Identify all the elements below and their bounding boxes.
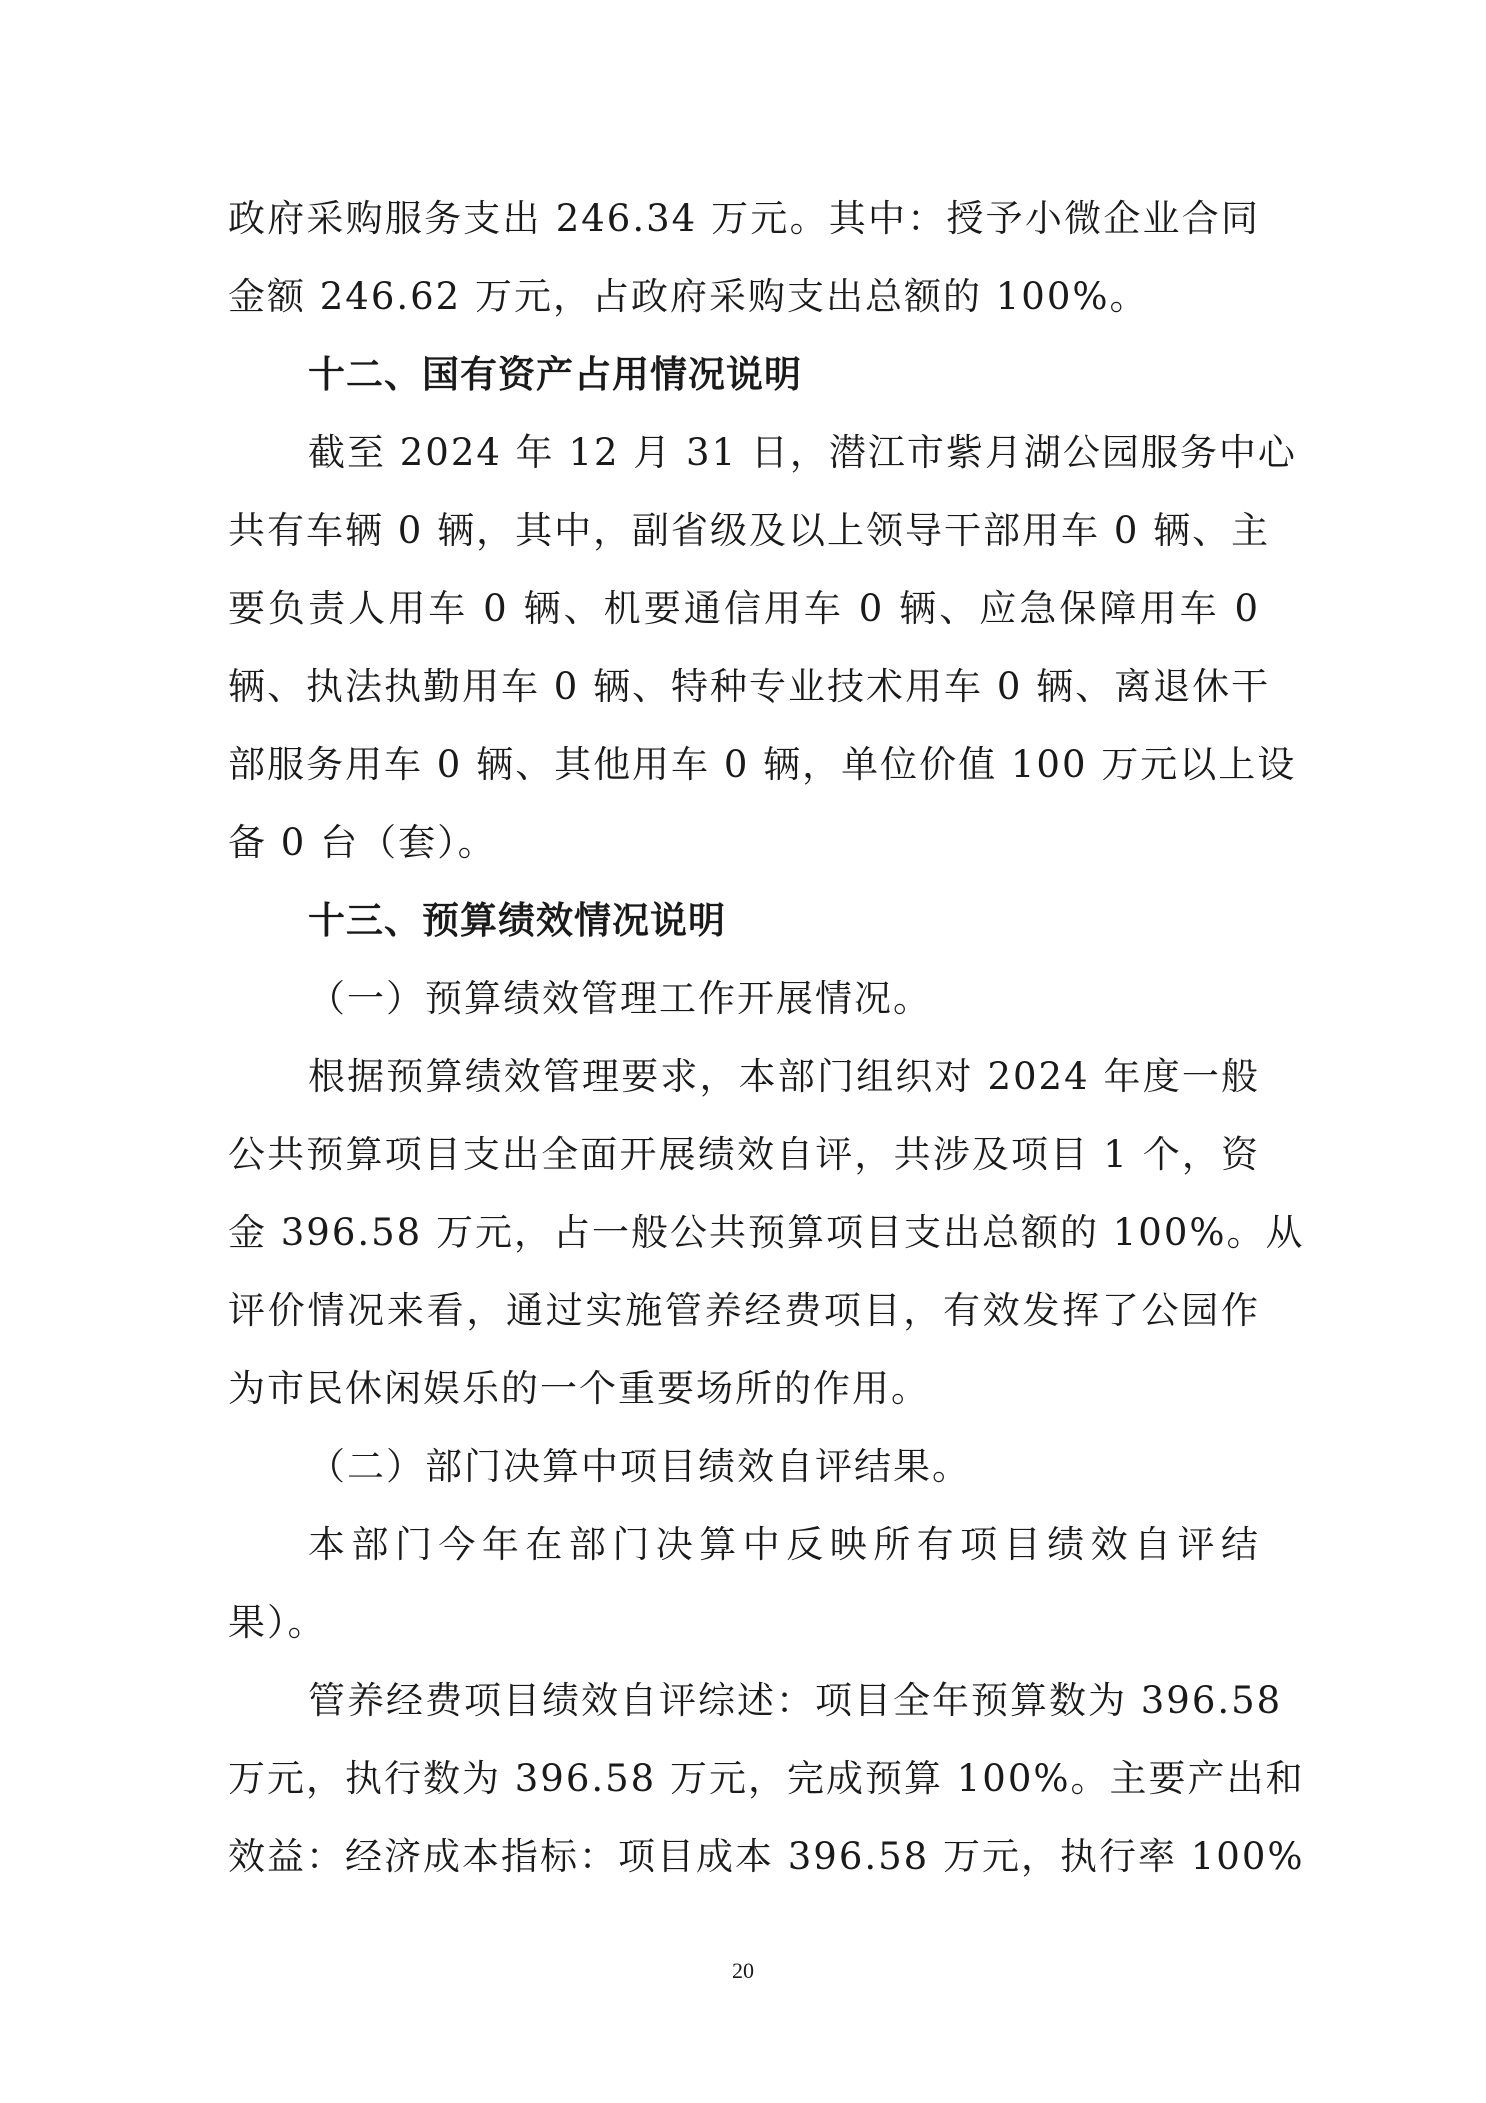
paragraph-line: 评价情况来看，通过实施管养经费项目，有效发挥了公园作	[228, 1289, 1260, 1332]
paragraph-line: 金 396.58 万元，占一般公共预算项目支出总额的 100%。从	[228, 1211, 1305, 1254]
paragraph-line: 金额 246.62 万元，占政府采购支出总额的 100%。	[228, 275, 1149, 318]
paragraph-line: 截至 2024 年 12 月 31 日，潜江市紫月湖公园服务中心	[308, 431, 1297, 474]
paragraph-line: 部服务用车 0 辆、其他用车 0 辆，单位价值 100 万元以上设	[228, 743, 1297, 786]
paragraph-line: 为市民休闲娱乐的一个重要场所的作用。	[228, 1367, 930, 1410]
section-heading: 十三、预算绩效情况说明	[308, 899, 726, 942]
page-number: 20	[732, 1958, 754, 1983]
paragraph-line: 要负责人用车 0 辆、机要通信用车 0 辆、应急保障用车 0	[228, 587, 1260, 630]
subsection-heading: （二）部门决算中项目绩效自评结果。	[308, 1445, 971, 1488]
section-heading: 十二、国有资产占用情况说明	[308, 353, 802, 396]
paragraph-line: 共有车辆 0 辆，其中，副省级及以上领导干部用车 0 辆、主	[228, 509, 1271, 552]
paragraph-line: 政府采购服务支出 246.34 万元。其中：授予小微企业合同	[228, 197, 1260, 240]
paragraph-line: 公共预算项目支出全面开展绩效自评，共涉及项目 1 个，资	[228, 1133, 1260, 1176]
paragraph-line: 果）。	[228, 1601, 327, 1644]
subsection-heading: （一）预算绩效管理工作开展情况。	[308, 977, 932, 1020]
paragraph-line: 根据预算绩效管理要求，本部门组织对 2024 年度一般	[308, 1055, 1260, 1098]
paragraph-line: 万元，执行数为 396.58 万元，完成预算 100%。主要产出和	[228, 1757, 1305, 1800]
paragraph-line: 本部门今年在部门决算中反映所有项目绩效自评结	[308, 1523, 1260, 1566]
paragraph-line: 辆、执法执勤用车 0 辆、特种专业技术用车 0 辆、离退休干	[228, 665, 1271, 708]
paragraph-line: 效益：经济成本指标：项目成本 396.58 万元，执行率 100%	[228, 1835, 1305, 1878]
paragraph-line: 备 0 台（套）。	[228, 821, 497, 864]
paragraph-line: 管养经费项目绩效自评综述：项目全年预算数为 396.58	[308, 1679, 1283, 1722]
